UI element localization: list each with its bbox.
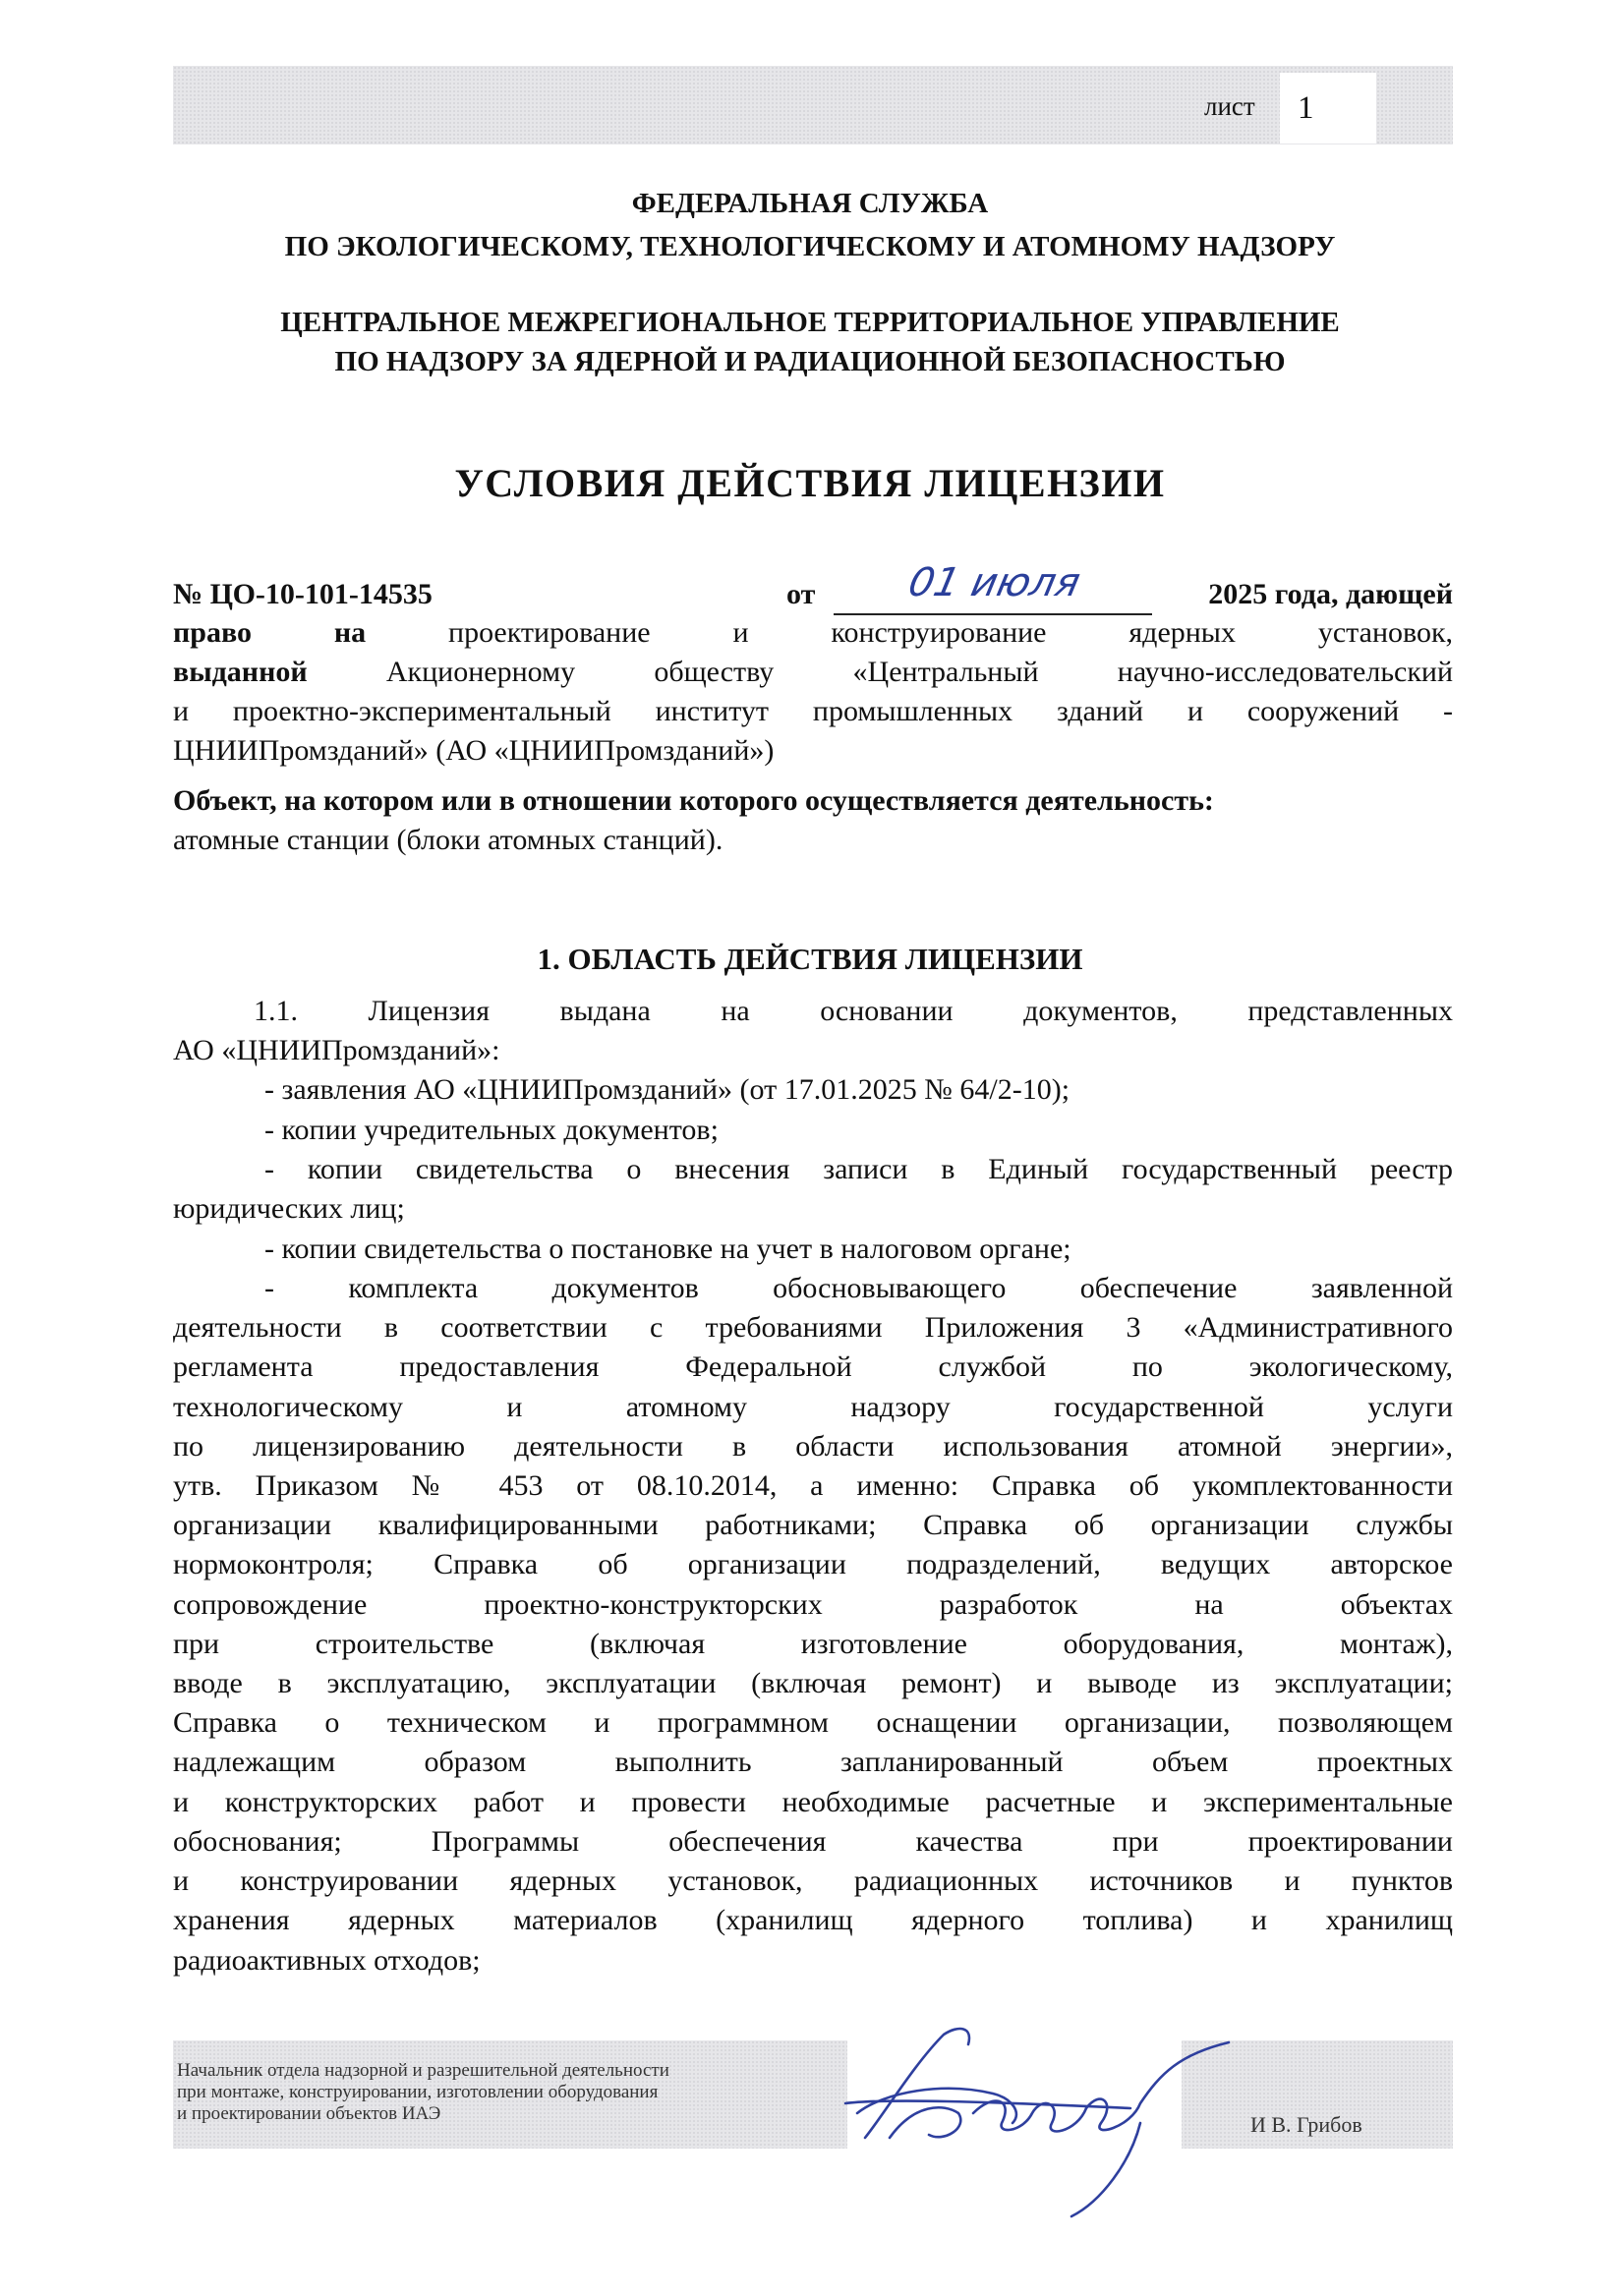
word: объектах [1340, 1587, 1453, 1621]
department-line-2: ПО НАДЗОРУ ЗА ЯДЕРНОЙ И РАДИАЦИОННОЙ БЕЗОПАСНОСТЬЮ [334, 346, 1286, 377]
list-item-cont: юридических лиц; [173, 1192, 405, 1225]
right-label-1: право [173, 616, 252, 649]
agency-line-2: ПО ЭКОЛОГИЧЕСКОМУ, ТЕХНОЛОГИЧЕСКОМУ И АТОМНОМУ НАДЗОРУ [284, 231, 1336, 262]
paragraph-1-1-cont: АО «ЦНИИПромзданий»: [173, 1034, 500, 1066]
department-line-1: ЦЕНТРАЛЬНОЕ МЕЖРЕГИОНАЛЬНОЕ ТЕРРИТОРИАЛЬНОЕ УПРАВЛЕНИЕ [280, 307, 1340, 338]
word: 1.1. [254, 995, 298, 1027]
signatory-name: И В. Грибов [1250, 2112, 1362, 2137]
word: (включая [589, 1627, 706, 1660]
word: монтаж), [1339, 1627, 1453, 1660]
word: услуги [1367, 1390, 1453, 1423]
word: разработок [939, 1587, 1078, 1621]
signatory-position-line-1: Начальник отдела надзорной и разрешительной деятельности [177, 2060, 669, 2081]
word: проектно-экспериментальный [232, 695, 611, 727]
license-org-abbrev: ЦНИИПромзданий» (АО «ЦНИИПромзданий») [173, 734, 775, 767]
word: Программы [431, 1824, 580, 1858]
word: проектирование [448, 616, 651, 649]
object-label: Объект, на котором или в отношении которого осуществляется деятельность: [173, 784, 1214, 817]
word: деятельности в соответствии с требованиями Приложения 3 «Административного [173, 1311, 1453, 1345]
word: вводе в эксплуатацию, эксплуатации (включая ремонт) и выводе из эксплуатации; [173, 1667, 1453, 1699]
word: утв. Приказом № 453 от 08.10.2014, а именно: Справка об укомплектованности [173, 1469, 1453, 1502]
word: организации квалифицированными работниками; Справка об организации службы [173, 1509, 1453, 1542]
agency-line-1: ФЕДЕРАЛЬНАЯ СЛУЖБА [631, 188, 989, 219]
word: научно-исследовательский [1117, 656, 1453, 688]
word: оборудования, [1063, 1627, 1244, 1660]
word: государственной [1054, 1390, 1264, 1423]
word: конструирование [831, 616, 1047, 649]
word: запланированный [839, 1746, 1064, 1779]
word: качества [915, 1824, 1023, 1858]
word: проектных [1316, 1746, 1453, 1779]
word: и [173, 695, 190, 727]
word: проектировании [1247, 1824, 1453, 1858]
word: на [721, 995, 750, 1027]
word: ядерных [1128, 616, 1236, 649]
word: предоставления [399, 1350, 600, 1384]
word: нормоконтроля; Справка об организации подразделений, ведущих авторское [173, 1548, 1453, 1581]
license-year: 2025 года, дающей [1208, 578, 1453, 610]
word: при строительстве [173, 1627, 494, 1660]
word: обосновывающего [773, 1272, 1007, 1304]
list-item: - копии свидетельства о внесения записи в Единый государственный реестр [264, 1153, 1453, 1185]
word: Акционерному [385, 656, 576, 688]
right-label-2: на [333, 616, 367, 649]
word: заявленной [1310, 1272, 1453, 1304]
signatory-position-line-3: и проектировании объектов ИАЭ [177, 2103, 441, 2124]
word: изготовление [800, 1627, 967, 1660]
list-item: - копии свидетельства о постановке на учет в налоговом органе; [264, 1233, 1071, 1265]
word: промышленных [812, 695, 1013, 727]
word: Лицензия [368, 995, 491, 1027]
word: надлежащим [173, 1746, 336, 1779]
word: обеспечения [668, 1824, 827, 1858]
word: институт [655, 695, 770, 727]
word: и конструировании ядерных установок, радиационных источников и пунктов [173, 1865, 1453, 1897]
list-item: - заявления АО «ЦНИИПромзданий» (от 17.01.2025 № 64/2-10); [264, 1073, 1070, 1106]
word: сопровождение [173, 1587, 368, 1621]
word: проектно-конструкторских [484, 1587, 823, 1621]
word: зданий и сооружений - [1057, 695, 1453, 727]
word: по [1131, 1350, 1163, 1384]
section-1-title: 1. ОБЛАСТЬ ДЕЙСТВИЯ ЛИЦЕНЗИИ [537, 942, 1083, 976]
word: выполнить [614, 1746, 752, 1779]
word: обоснования; [173, 1824, 342, 1858]
word: документов, [1023, 995, 1178, 1027]
word: обеспечение [1079, 1272, 1238, 1304]
word: документов [551, 1272, 699, 1304]
word: хранения ядерных материалов (хранилищ ядерного топлива) и хранилищ [173, 1904, 1453, 1937]
word: по лицензированию деятельности в области использования атомной энергии», [173, 1429, 1453, 1463]
word: при [1112, 1824, 1159, 1858]
word: экологическому, [1248, 1350, 1453, 1384]
license-from-label: от [786, 578, 816, 610]
word: службой [938, 1350, 1047, 1384]
object-value: атомные станции (блоки атомных станций). [173, 824, 723, 856]
word: Федеральной [685, 1350, 852, 1384]
word: и [732, 616, 749, 649]
word: - комплекта [264, 1272, 479, 1304]
list-item: - копии учредительных документов; [264, 1114, 719, 1146]
word: «Центральный [852, 656, 1039, 688]
word: регламента [173, 1350, 314, 1384]
word: обществу [654, 656, 775, 688]
word: атомному [625, 1390, 747, 1423]
word: Справка о техническом и программном оснащении организации, позволяющем [173, 1706, 1453, 1740]
license-number: № ЦО-10-101-14535 [173, 578, 433, 610]
sheet-label: лист [1204, 91, 1255, 121]
document-title: УСЛОВИЯ ДЕЙСТВИЯ ЛИЦЕНЗИИ [454, 461, 1166, 505]
word: на [1194, 1587, 1224, 1621]
list-item-last-line: радиоактивных отходов; [173, 1944, 481, 1977]
word: и конструкторских работ и провести необходимые расчетные и экспериментальные [173, 1785, 1453, 1818]
word: образом [424, 1746, 527, 1779]
handwritten-date: 01 июля [904, 560, 1084, 605]
word: надзору [850, 1390, 951, 1423]
sheet-number: 1 [1280, 73, 1376, 144]
word: технологическому [173, 1390, 403, 1423]
issued-label: выданной [173, 656, 308, 688]
word: объем [1152, 1746, 1229, 1779]
word: представленных [1247, 995, 1453, 1027]
word: выдана [559, 995, 651, 1027]
word: основании [820, 995, 954, 1027]
word: установок, [1317, 616, 1453, 649]
word: и [506, 1390, 523, 1423]
signatory-position-line-2: при монтаже, конструировании, изготовлении оборудования [177, 2082, 659, 2102]
